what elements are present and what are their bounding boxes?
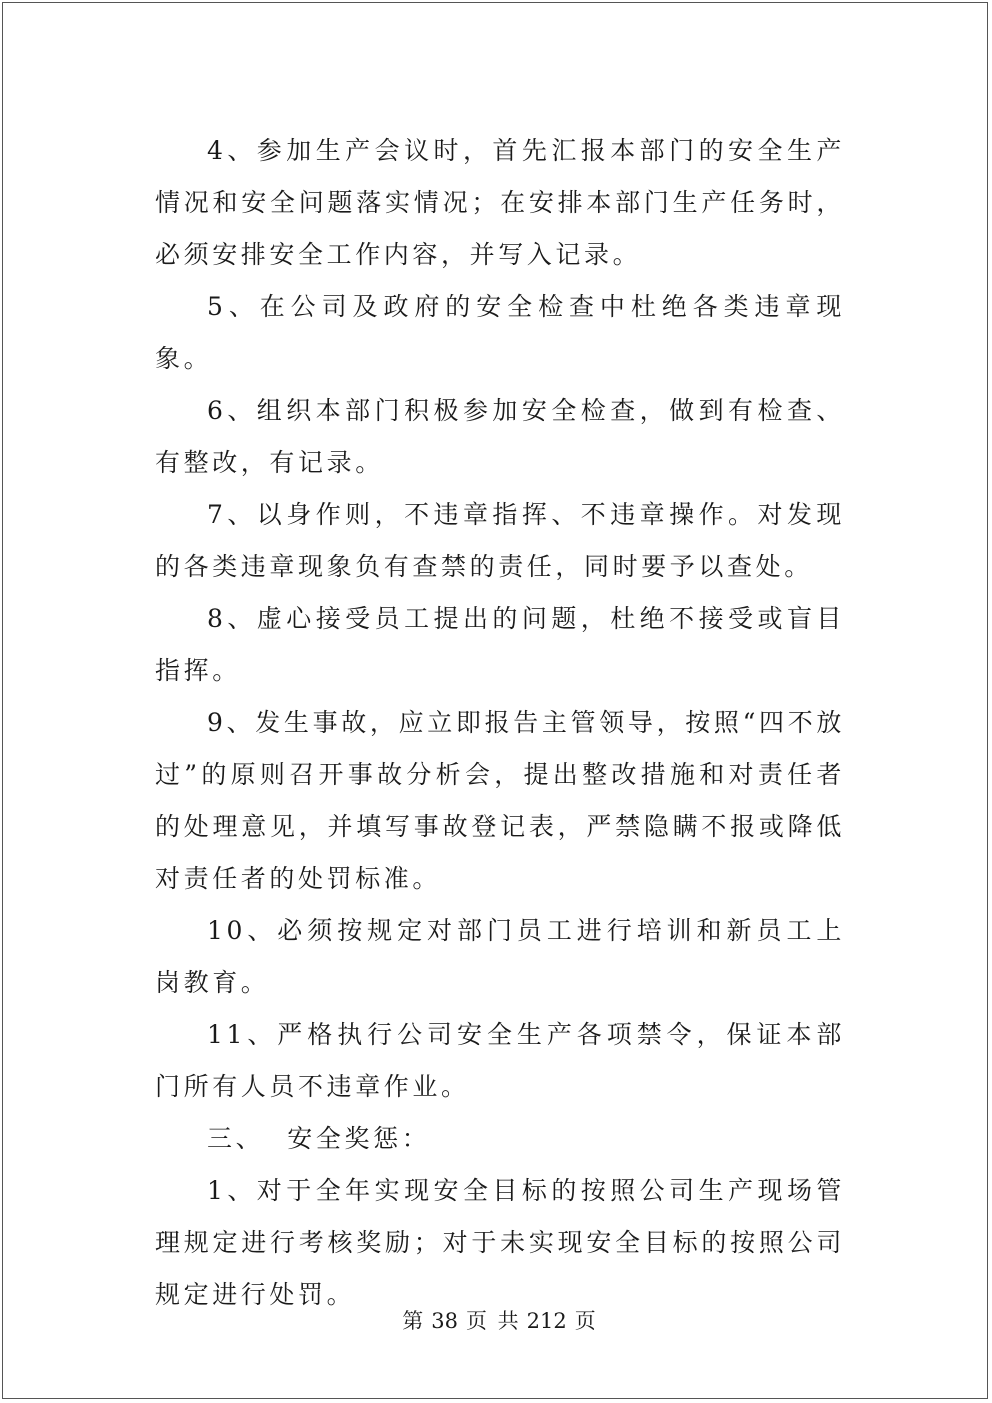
footer-suffix: 页: [574, 1309, 596, 1333]
paragraph-item-8: 8、虚心接受员工提出的问题，杜绝不接受或盲目指挥。: [155, 604, 845, 685]
paragraph-item-10: 10、必须按规定对部门员工进行培训和新员工上岗教育。: [155, 916, 845, 997]
paragraph-item-9: 9、发生事故，应立即报告主管领导，按照“四不放过”的原则召开事故分析会，提出整改措施和对责任者的处理意见，并填写事故登记表，严禁隐瞒不报或降低对责任者的处罚标准。: [155, 708, 845, 893]
paragraph-item-5: 5、在公司及政府的安全检查中杜绝各类违章现象。: [155, 292, 845, 373]
page-frame: [2, 2, 988, 1399]
page-footer: [3, 1305, 992, 1335]
paragraph-item-7: 7、以身作则，不违章指挥、不违章操作。对发现的各类违章现象负有查禁的责任，同时要予以查处。: [155, 500, 845, 581]
footer-prefix: 第: [402, 1309, 424, 1333]
document-body: [155, 125, 845, 1321]
paragraph-item-reward-1: 1、对于全年实现安全目标的按照公司生产现场管理规定进行考核奖励；对于未实现安全目标的按照公司规定进行处罚。: [155, 1176, 845, 1309]
footer-current-page: 38: [431, 1309, 458, 1333]
paragraph-item-4: 4、参加生产会议时，首先汇报本部门的安全生产情况和安全问题落实情况；在安排本部门生产任务时，必须安排安全工作内容，并写入记录。: [155, 136, 845, 269]
footer-middle: 页 共: [465, 1309, 519, 1333]
footer-total-pages: 212: [526, 1309, 567, 1333]
paragraph-item-11: 11、严格执行公司安全生产各项禁令，保证本部门所有人员不违章作业。: [155, 1020, 845, 1101]
section-heading-safety-rewards: 三、 安全奖惩：: [207, 1124, 431, 1153]
paragraph-item-6: 6、组织本部门积极参加安全检查，做到有检查、有整改，有记录。: [155, 396, 845, 477]
